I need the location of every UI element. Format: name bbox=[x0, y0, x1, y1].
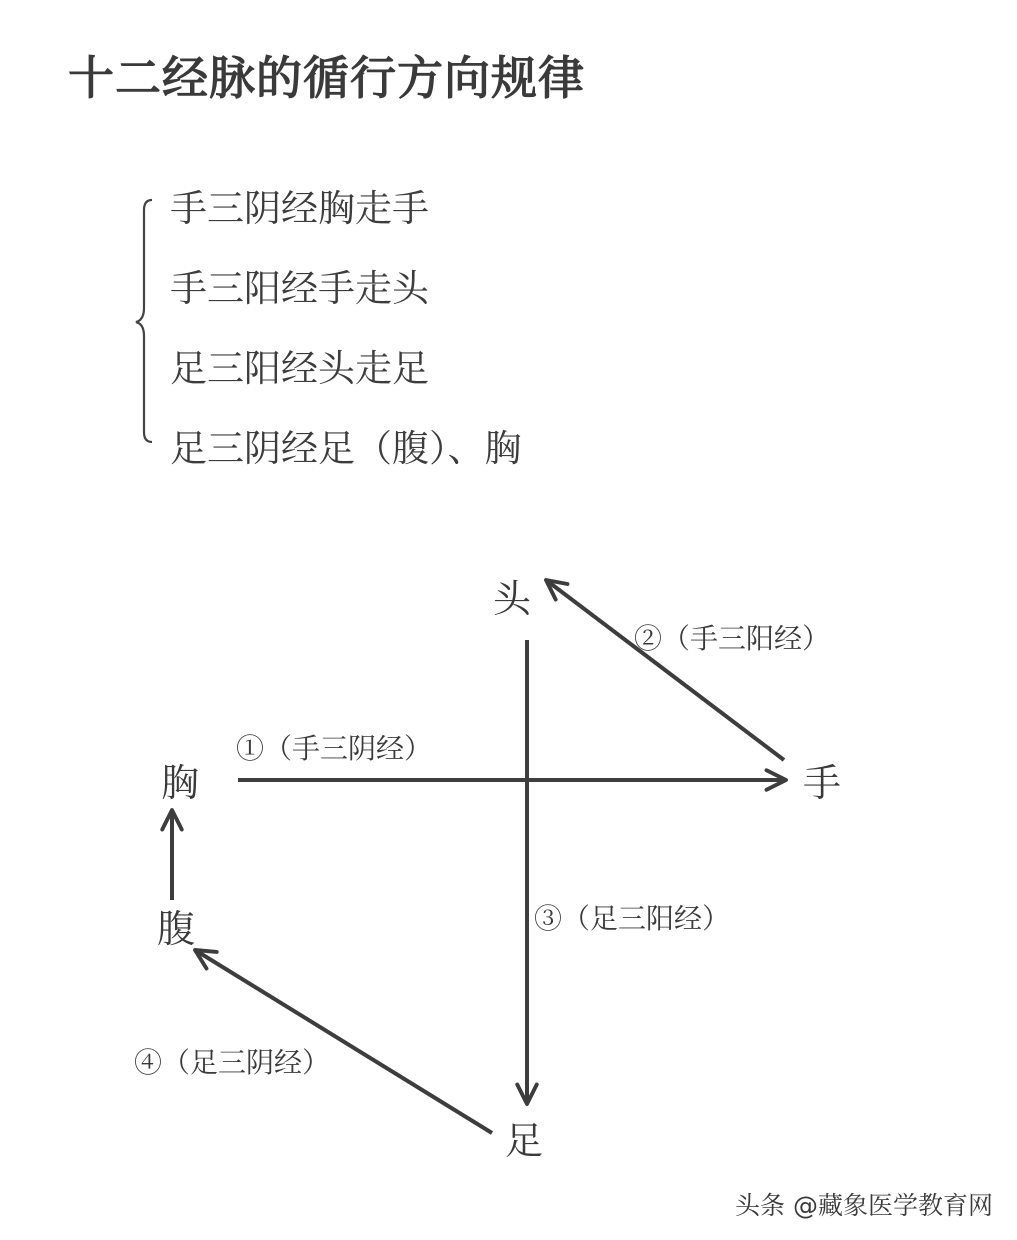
node-chest: 胸 bbox=[160, 761, 200, 805]
edge-hand-to-head bbox=[546, 580, 784, 760]
rule-foot-yang: 足三阳经头走足 bbox=[170, 347, 429, 390]
path-label-2: ②（手三阳经） bbox=[634, 622, 831, 655]
rule-hand-yang: 手三阳经手走头 bbox=[170, 267, 429, 310]
node-hand: 手 bbox=[802, 761, 842, 805]
path-label-4: ④（足三阴经） bbox=[134, 1046, 331, 1079]
watermark-text: 头条 @藏象医学教育网 bbox=[735, 1191, 993, 1220]
node-abdomen: 腹 bbox=[156, 907, 196, 951]
path-label-3: ③（足三阳经） bbox=[534, 902, 731, 935]
node-head: 头 bbox=[492, 577, 532, 621]
edge-foot-to-abdomen bbox=[195, 950, 492, 1133]
page-title: 十二经脉的循行方向规律 bbox=[68, 51, 585, 105]
path-label-1: ①（手三阴经） bbox=[236, 732, 433, 765]
rule-hand-yin: 手三阴经胸走手 bbox=[170, 187, 429, 230]
rule-foot-yin: 足三阴经足（腹）、胸 bbox=[170, 427, 522, 470]
node-foot: 足 bbox=[504, 1119, 544, 1163]
